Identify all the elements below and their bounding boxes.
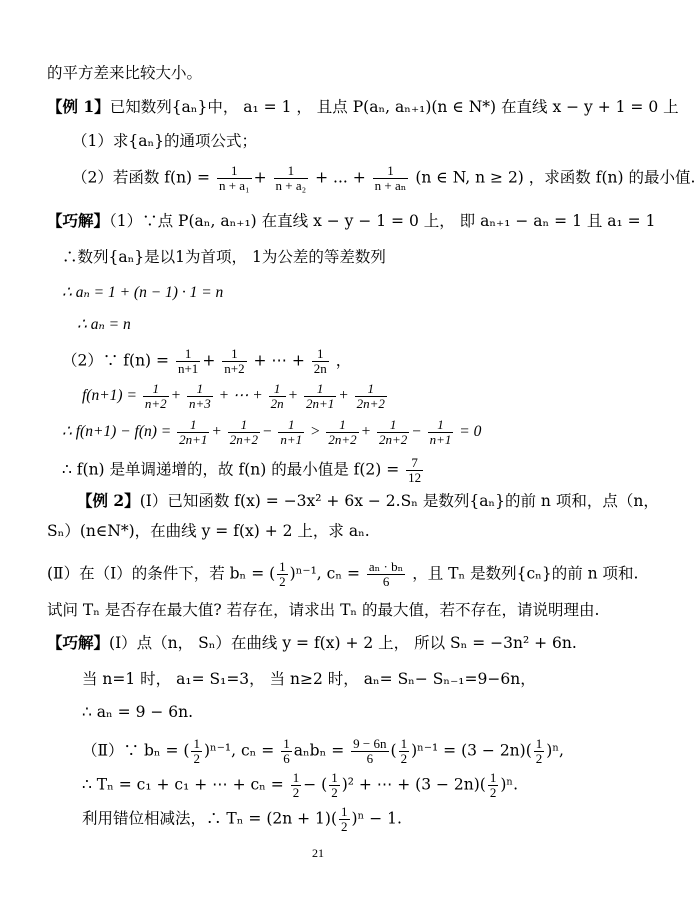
- formula-line: 利用错位相减法，∴ Tₙ = (2n + 1)( $\frac{1}{2}$ )ⁿ − 1.: [82, 804, 402, 834]
- fraction: $\frac{1}{\text{n + a₂}}$: [275, 163, 307, 193]
- fraction: $\frac{1}{2n+2}$: [379, 417, 408, 447]
- example-2-tag: 【例 2】: [77, 491, 140, 510]
- fraction: $\frac{1}{2n+1}$: [179, 417, 208, 447]
- fraction: $\frac{1}{n+1}$: [177, 346, 199, 376]
- fraction: $\frac{1}{2}$: [489, 770, 497, 800]
- fraction: $\frac{1}{2n+2}$: [229, 417, 259, 447]
- fraction: $\frac{1}{2}$: [400, 736, 408, 766]
- text-line: ∴ f(n) 是单调递增的，故 f(n) 的最小值是 f(2) = $\frac{7}{12}$: [62, 455, 422, 485]
- example-2-statement: 【例 2】(Ⅰ）已知函数 f(x) = −3x² + 6x − 2.Sₙ 是数列{aₙ}的前 n 项和，点（n，: [77, 491, 659, 510]
- fraction: $\frac{1}{2}$: [331, 770, 338, 800]
- formula-line: ∴ aₙ = n: [77, 316, 131, 333]
- fraction: $\frac{1}{2n+2}$: [356, 381, 385, 411]
- fraction: $\frac{1}{2}$: [341, 804, 348, 834]
- example-1-tag: 【例 1】: [47, 97, 110, 116]
- formula-line: ∴ Tₙ = c₁ + c₁ + ⋯ + cₙ = $\frac{1}{2}$ − ( $\frac{1}{2}$ )² + ⋯ + (3 − 2n)( $\frac{1}{2}$ )ⁿ.: [82, 770, 519, 800]
- fraction: $\frac{\text{aₙ · bₙ}}{6}$: [368, 559, 404, 589]
- solution-1-step-1: 【巧解】（1）∵点 P(aₙ, aₙ₊₁) 在直线 x − y − 1 = 0 上， 即 aₙ₊₁ − aₙ = 1 且 a₁ = 1: [47, 211, 656, 230]
- text-line: 当 n=1 时， a₁= S₁=3， 当 n≥2 时， aₙ= Sₙ− Sₙ₋₁=9−6n，: [82, 670, 536, 688]
- solution-2-step-1: 【巧解】(Ⅰ）点（n， Sₙ）在曲线 y = f(x) + 2 上， 所以 Sₙ = −3n² + 6n.: [47, 633, 577, 652]
- solution-tag: 【巧解】: [47, 211, 110, 230]
- fraction: $\frac{1}{2}$: [535, 736, 543, 766]
- solution-2-step-2: （Ⅱ）∵ bₙ = ( $\frac{1}{2}$ )ⁿ⁻¹, cₙ = $\frac{1}{6}$ aₙbₙ = $\frac{9 - 6n}{6}$ ( $\frac{1}{2}$ )ⁿ⁻¹ = (3 − 2n)( $\frac{1}{2}$ )ⁿ,: [82, 736, 564, 766]
- fraction: $\frac{1}{2}$: [279, 559, 286, 589]
- fraction: $\frac{1}{n+2}$: [224, 346, 245, 376]
- fraction: $\frac{1}{2}$: [193, 736, 200, 766]
- fraction: $\frac{1}{2n+1}$: [305, 381, 335, 411]
- formula-line: ∴ aₙ = 9 − 6n.: [82, 703, 194, 721]
- example-1-part-2: （2）若函数 f(n) = $\frac{1}{\text{n + a₁}}$ + $\frac{1}{\text{n + a₂}}$ + ... + $\frac{1}{\text{n + aₙ}}$ (n ∈ N, n ≥ 2) ，求函数 f(n) 的最小值.: [72, 163, 695, 193]
- text-line: Sₙ）(n∈N*)，在曲线 y = f(x) + 2 上，求 aₙ.: [47, 522, 370, 540]
- example-2-part-2: (Ⅱ）在（Ⅰ）的条件下，若 bₙ = ( $\frac{1}{2}$ )ⁿ⁻¹, cₙ = $\frac{\text{aₙ · bₙ}}{6}$ ，且 Tₙ 是数列{cₙ}的前 n 项和.: [47, 559, 639, 589]
- solution-tag: 【巧解】: [47, 633, 110, 652]
- fraction: $\frac{1}{n+1}$: [429, 417, 452, 447]
- formula-line: ∴ aₙ = 1 + (n − 1) · 1 = n: [62, 284, 224, 301]
- text-line: 的平方差来比较大小。: [47, 64, 203, 82]
- text-line: ∴数列{aₙ}是以1为首项， 1为公差的等差数列: [62, 248, 386, 266]
- page-number: 21: [312, 846, 324, 860]
- fraction: $\frac{1}{n+3}$: [188, 381, 211, 411]
- fraction: $\frac{1}{2n}$: [270, 381, 284, 411]
- fraction: $\frac{1}{\text{n + a₁}}$: [218, 163, 250, 193]
- fraction: $\frac{1}{2n}$: [313, 346, 327, 376]
- fraction: $\frac{1}{2}$: [292, 770, 300, 800]
- fraction: $\frac{9 - 6n}{6}$: [353, 736, 387, 766]
- greater-than-sign: >: [310, 423, 321, 441]
- fraction: $\frac{1}{n+2}$: [144, 381, 167, 411]
- solution-1-step-2: （2）∵ f(n) = $\frac{1}{n+1}$ + $\frac{1}{n+2}$ + ⋯ + $\frac{1}{2n}$ ，: [62, 346, 352, 376]
- fraction: $\frac{1}{\text{n + aₙ}}$: [374, 163, 407, 193]
- text-line: 试问 Tₙ 是否存在最大值? 若存在，请求出 Tₙ 的最大值，若不存在，请说明理由.: [47, 601, 600, 619]
- example-1-part-1: （1）求{aₙ}的通项公式；: [72, 132, 258, 150]
- fraction: $\frac{7}{12}$: [408, 455, 422, 485]
- fraction: $\frac{1}{2n+2}$: [328, 417, 357, 447]
- fraction: $\frac{1}{6}$: [283, 736, 290, 766]
- formula-line: f(n+1) = $\frac{1}{n+2}$ + $\frac{1}{n+3}$ + ⋯ + $\frac{1}{2n}$ + $\frac{1}{2n+1}$ + $\frac{1}{2n+2}$: [82, 381, 385, 411]
- formula-line: ∴ f(n+1) − f(n) = $\frac{1}{2n+1}$ + $\frac{1}{2n+2}$ − $\frac{1}{n+1}$ > $\frac{1}{2n+2}$ + $\frac{1}{2n+2}$ − $\frac{1}{n+1}$ = 0: [62, 417, 482, 447]
- fraction: $\frac{1}{n+1}$: [280, 417, 303, 447]
- example-1-statement: 【例 1】已知数列{aₙ}中， a₁ = 1 ， 且点 P(aₙ, aₙ₊₁)(n ∈ N*) 在直线 x − y + 1 = 0 上: [47, 97, 679, 116]
